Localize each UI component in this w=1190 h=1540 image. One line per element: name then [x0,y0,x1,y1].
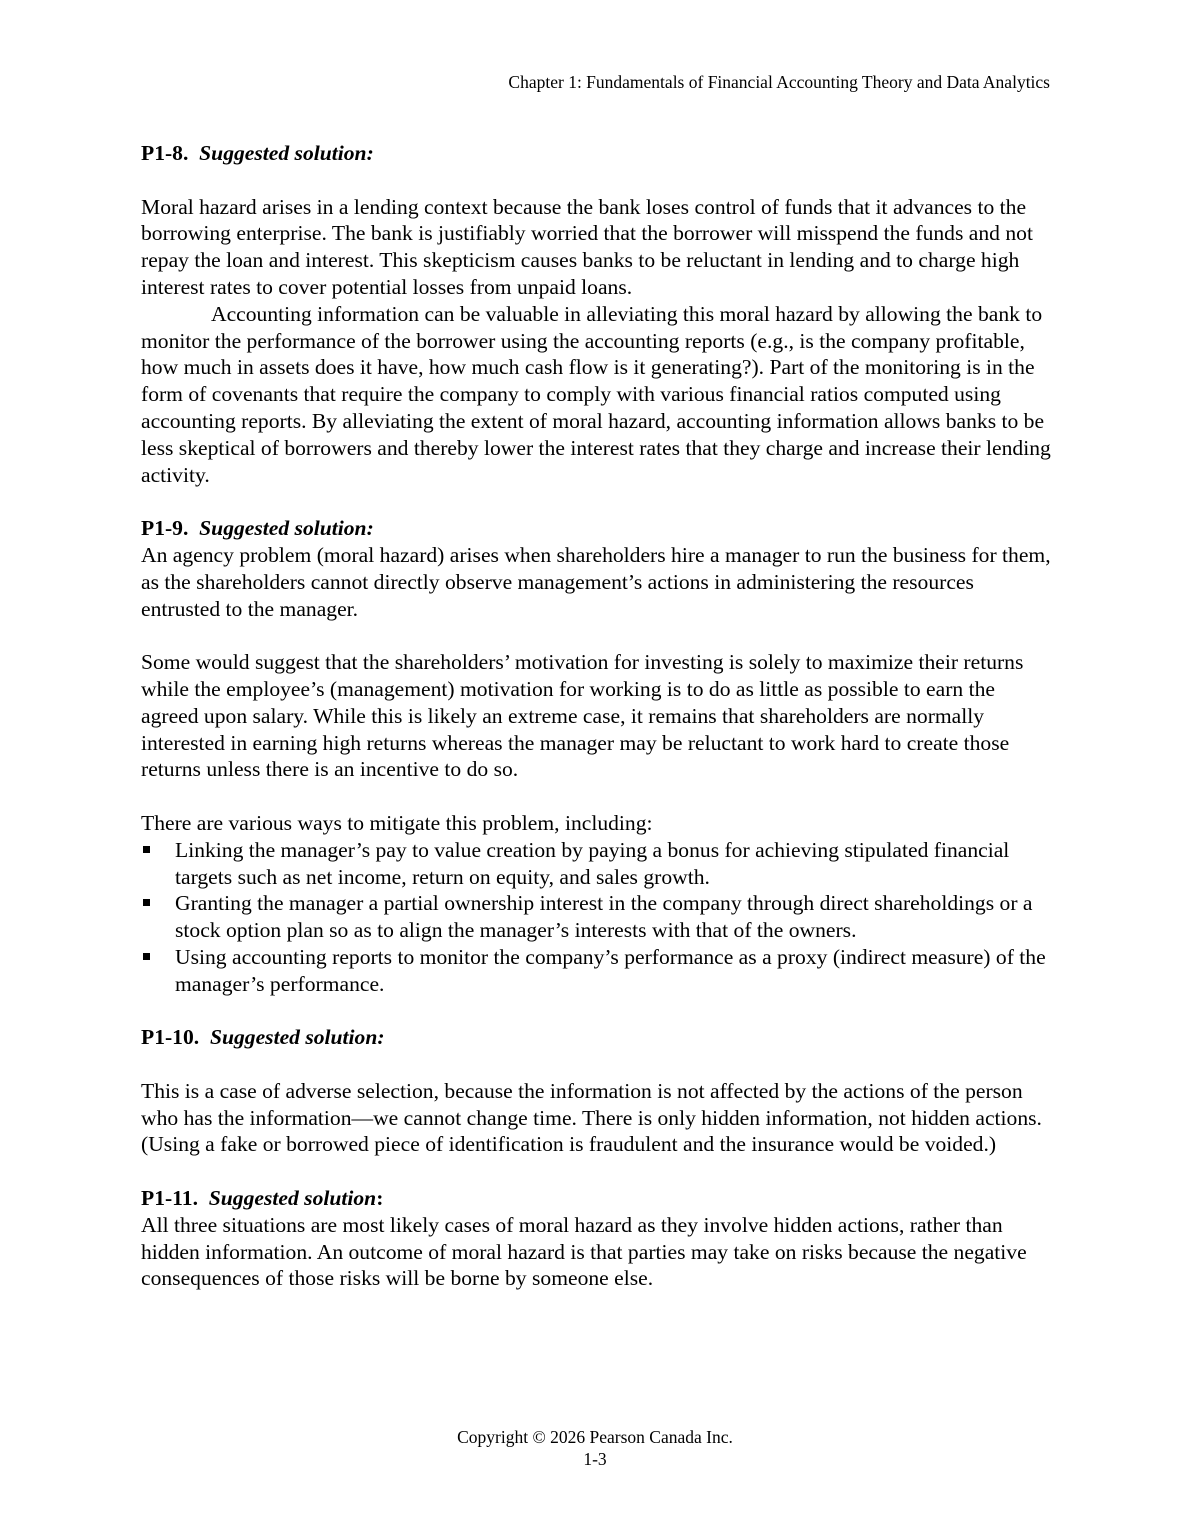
page-footer [0,1426,1190,1470]
section-title: Suggested solution: [199,141,374,165]
paragraph: Accounting information can be valuable in alleviating this moral hazard by allowing the bank to monitor the performance of the borrower using the accounting reports (e.g., is the company profitable, how much in assets does it have, how much cash flow is it generating?). Part of the monitoring is in the form of covenants that require the company to comply with various financial ratios computed using accounting reports. By alleviating the extent of moral hazard, accounting information allows banks to be less skeptical of borrowers and thereby lower the interest rates that they charge and increase their lending activity. [141,301,1051,487]
paragraph: An agency problem (moral hazard) arises when shareholders hire a manager to run the business for them, as the shareholders cannot directly observe management’s actions in administering the resources entrusted to the manager. [141,542,1051,621]
section-title-colon: : [376,1186,384,1211]
section-label: P1-10. [141,1025,200,1050]
section-heading-p1-10 [141,1024,1056,1051]
section-heading-p1-9 [141,515,1056,542]
paragraph: Moral hazard arises in a lending context because the bank loses control of funds that it advances to the borrowing enterprise. The bank is justifiably worried that the borrower will misspend the funds and not repay the loan and interest. This skepticism causes banks to be reluctant in lending and to charge high interest rates to cover potential losses from unpaid loans. [141,194,1033,299]
section-heading-p1-8 [141,140,1056,167]
running-head: Chapter 1: Fundamentals of Financial Accounting Theory and Data Analytics [508,72,1050,92]
paragraph: All three situations are most likely cases of moral hazard as they involve hidden actions, rather than hidden information. An outcome of moral hazard is that parties may take on risks because the negative consequences of those risks will be borne by someone else. [141,1212,1027,1291]
section-label: P1-9. [141,516,189,541]
list-item: Linking the manager’s pay to value creation by paying a bonus for achieving stipulated financial targets such as net income, return on equity, and sales growth. [141,837,1056,891]
page-number: 1-3 [583,1449,607,1469]
list-item: Granting the manager a partial ownership interest in the company through direct shareholdings or a stock option plan so as to align the manager’s interests with that of the owners. [141,890,1056,944]
paragraph: Some would suggest that the shareholders’ motivation for investing is solely to maximize their returns while the employee’s (management) motivation for working is to do as little as possible to earn the agreed upon salary. While this is likely an extreme case, it remains that shareholders are normally interested in earning high returns whereas the manager may be reluctant to work hard to create those returns unless there is an incentive to do so. [141,650,1024,782]
document-body [141,140,1056,1292]
bullet-list [141,837,1056,998]
copyright-notice: Copyright © 2026 Pearson Canada Inc. [457,1427,733,1447]
section-label: P1-8. [141,141,189,165]
paragraph: This is a case of adverse selection, because the information is not affected by the actions of the person who has the information—we cannot change time. There is only hidden information, not hidden actions. (Using a fake or borrowed piece of identification is fraudulent and the insurance would be voided.) [141,1078,1042,1157]
section-title: Suggested solution [208,1186,377,1211]
list-item: Using accounting reports to monitor the company’s performance as a proxy (indirect measure) of the manager’s performance. [141,944,1056,998]
section-heading-p1-11 [141,1185,1056,1212]
list-intro: There are various ways to mitigate this problem, including: [141,810,653,835]
section-label: P1-11. [141,1186,198,1211]
section-title: Suggested solution: [209,1025,385,1050]
section-title: Suggested solution: [199,516,374,541]
